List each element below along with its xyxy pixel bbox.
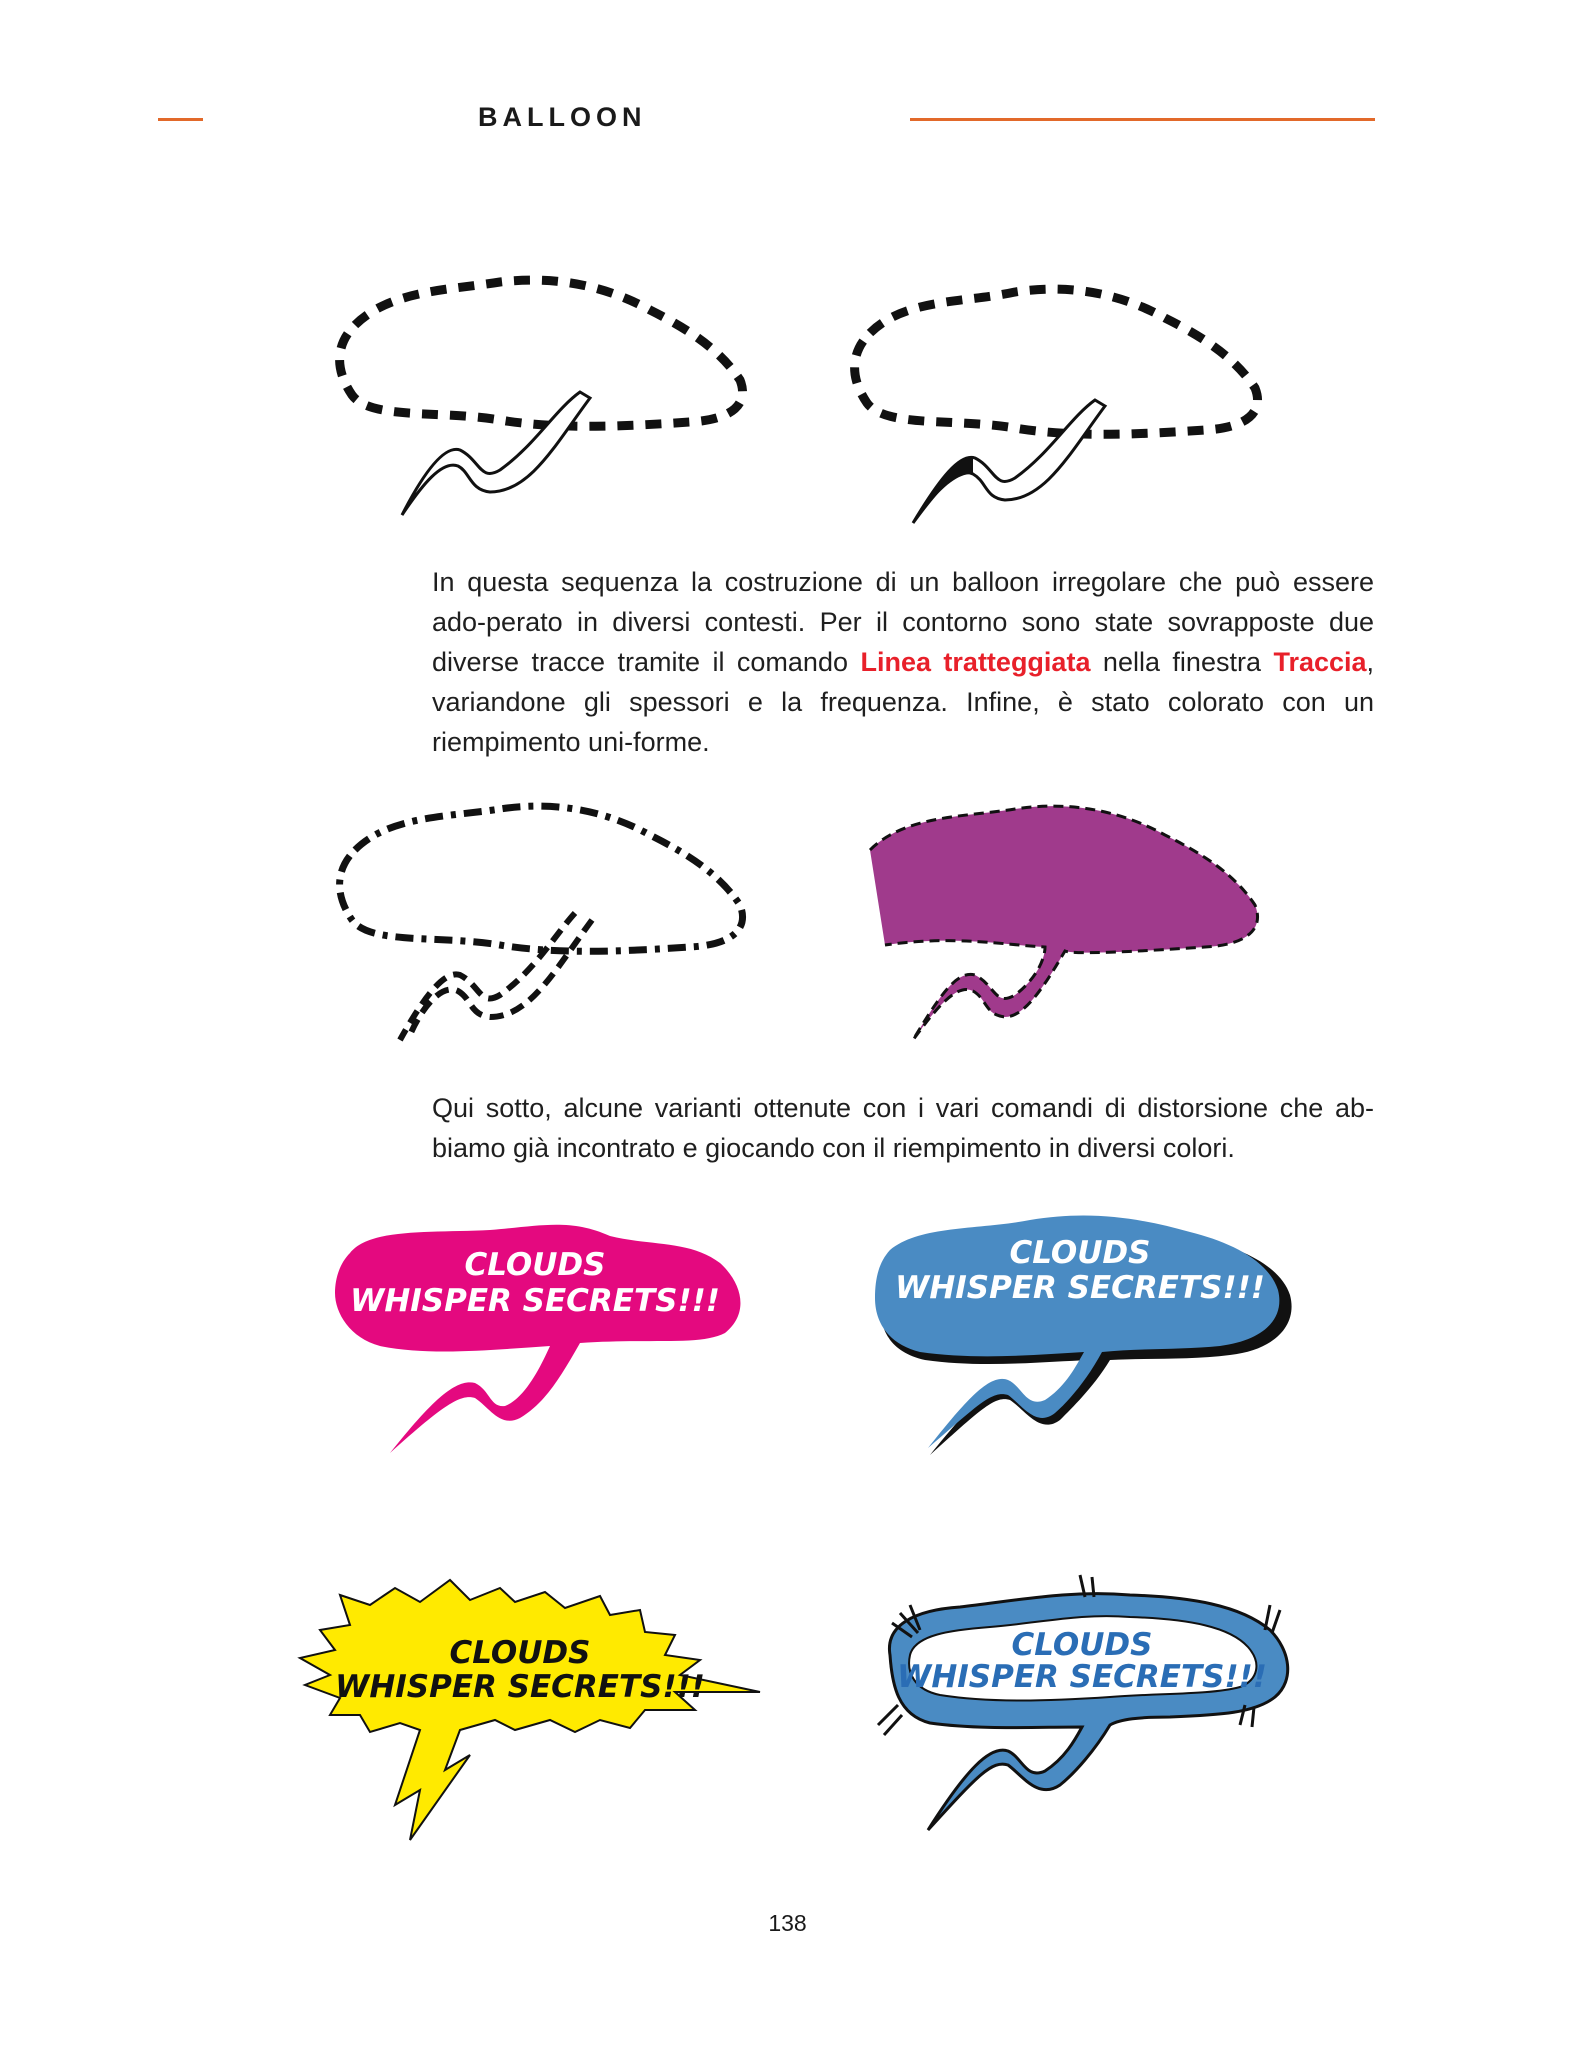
balloon-figure-purple-filled [845,795,1285,1055]
header-rule-right [910,118,1375,121]
balloon-yellow-line2: WHISPER SECRETS!!! [335,1669,705,1705]
balloon-figure-dashed-outline-thick [845,278,1285,538]
balloon-magenta [330,1218,760,1458]
balloon-blue-line1: CLOUDS [1009,1235,1151,1271]
balloon-figure-dashed-outline [330,270,770,530]
page-header-title: BALLOON [478,102,647,132]
balloon-blue-shadow [870,1210,1310,1470]
balloon-magenta-line2: WHISPER SECRETS!!! [350,1283,720,1319]
balloon-blue-line2: WHISPER SECRETS!!! [895,1270,1265,1306]
balloon-blue-outline-line1: CLOUDS [1011,1627,1153,1663]
balloon-blue-outline-line2: WHISPER SECRETS!!! [897,1659,1267,1695]
header-rule-left [158,118,203,121]
page-number: 138 [768,1910,807,1936]
highlight-traccia: Traccia [1273,647,1367,677]
body-paragraph-1: In questa sequenza la costruzione di un balloon irregolare che può essere ado-perato in diversi contesti. Per il contorno sono state sovrapposte due diverse tracce tramite il comando Linea tratteggiata nella finestra Traccia, variandone gli spessori e la frequenza. Infine, è stato colorato con un riempimento uni-forme. [432,567,1375,757]
balloon-yellow-burst [300,1580,770,1840]
balloon-yellow-line1: CLOUDS [449,1635,591,1671]
body-paragraph-2: Qui sotto, alcune varianti ottenute con i vari comandi di distorsione che ab-biamo già incontrato e giocando con il riempimento in diversi colori. [432,1093,1374,1163]
balloon-magenta-line1: CLOUDS [464,1247,606,1283]
highlight-linea-tratteggiata: Linea tratteggiata [860,647,1091,677]
balloon-figure-dash-dot-outline [330,795,770,1055]
balloon-blue-outline [870,1575,1310,1845]
balloon-yellow-shape [300,1580,760,1840]
